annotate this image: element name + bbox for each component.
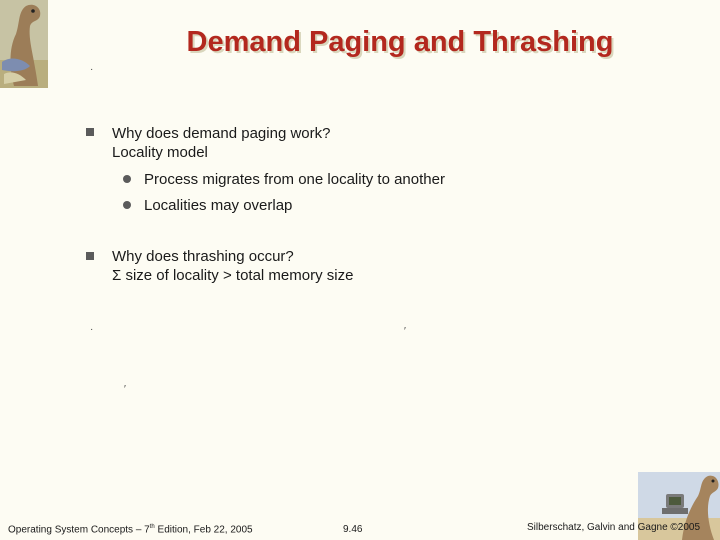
footer-left-text: Operating System Concepts – 7 <box>8 524 150 536</box>
sub-bullet-item <box>144 170 445 189</box>
speck-mark: ′ <box>404 326 406 337</box>
bullet-item <box>112 247 353 285</box>
bullet-line: Why does thrashing occur? <box>112 248 294 265</box>
page-number: 9.46 <box>343 524 363 535</box>
round-bullet-icon <box>123 201 131 209</box>
sub-bullet-line: Localities may overlap <box>144 197 293 214</box>
footer-copyright: Silberschatz, Galvin and Gagne ©2005 <box>527 522 701 533</box>
bullet-line: Locality model <box>112 144 208 161</box>
speck-mark: · <box>90 324 94 335</box>
slide-title: Demand Paging and Thrashing <box>186 26 614 58</box>
footer-left <box>8 524 253 535</box>
bullet-line: Why does demand paging work? <box>112 125 331 142</box>
square-bullet-icon <box>86 252 94 260</box>
speck-mark: ′ <box>124 384 126 395</box>
speck-mark: · <box>90 64 94 75</box>
footer-left-sup: th <box>149 524 155 530</box>
sub-bullet-item <box>144 196 292 215</box>
bullet-item <box>112 124 330 162</box>
sub-bullet-line: Process migrates from one locality to another <box>144 171 445 188</box>
footer-left-text-end: Edition, Feb 22, 2005 <box>154 524 253 536</box>
round-bullet-icon <box>123 175 131 183</box>
bullet-line: Σ size of locality > total memory size <box>112 267 354 284</box>
square-bullet-icon <box>86 128 94 136</box>
dinosaur-logo-icon <box>0 0 48 88</box>
